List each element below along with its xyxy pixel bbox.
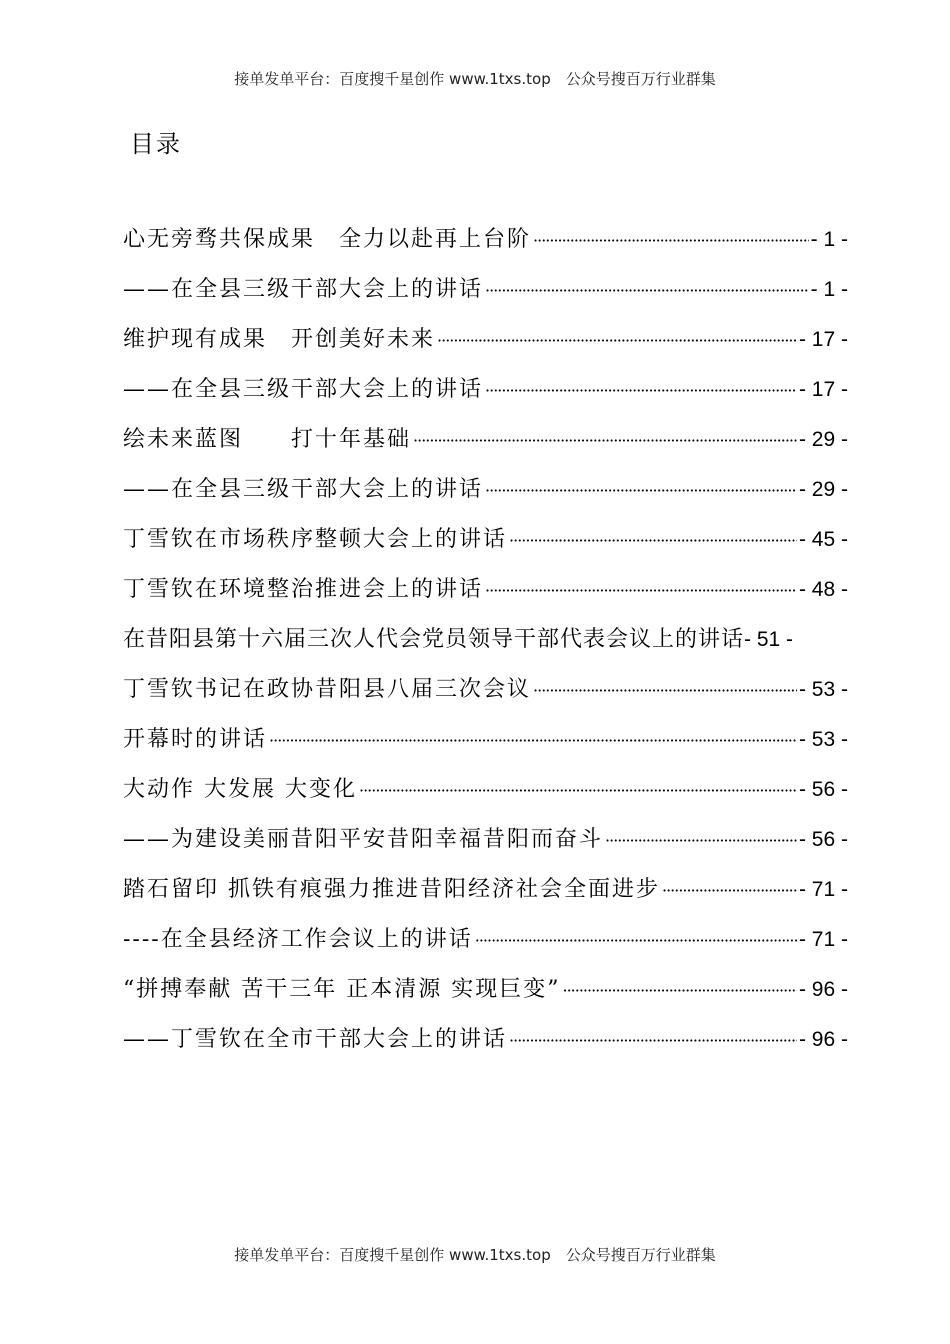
toc-dot-leader [485,381,797,400]
toc-entry-title: ——在全县三级干部大会上的讲话 [123,277,484,302]
toc-entry-title: “拼搏奉献 苦干三年 正本清源 实现巨变” [123,977,561,1002]
toc-dot-leader [533,231,809,250]
toc-entry-title: ----在全县经济工作会议上的讲话 [123,927,473,952]
toc-entry[interactable] [123,622,865,672]
toc-entry-title: ——为建设美丽昔阳平安昔阳幸福昔阳而奋斗 [123,827,604,852]
toc-entry-title: ——在全县三级干部大会上的讲话 [123,477,484,502]
toc-entry[interactable] [123,522,848,572]
toc-dot-leader [533,681,797,700]
toc-entry-title: 心无旁骛共保成果 全力以赴再上台阶 [123,227,532,252]
toc-dot-leader [509,531,797,550]
toc-entry-title: 绘未来蓝图 打十年基础 [123,427,412,452]
toc-dot-leader [509,1031,797,1050]
toc-page-number: - 17 - [798,328,848,351]
page-header: 接单发单平台：百度搜千星创作 www.1txs.top 公众号搜百万行业群集 [234,70,716,88]
toc-dot-leader [437,331,797,350]
toc-page-number: - 71 - [798,928,848,951]
toc-page-number: - 29 - [798,478,848,501]
toc-page-number: - 29 - [798,428,848,451]
toc-entry-title: 维护现有成果 开创美好未来 [123,327,436,352]
toc-entry[interactable] [123,372,848,422]
toc-entry-title: 踏石留印 抓铁有痕强力推进昔阳经济社会全面进步 [123,877,660,902]
toc-title: 目录 [130,130,182,158]
toc-entry-title: 在昔阳县第十六届三次人代会党员领导干部代表会议上的讲话 [123,627,745,652]
toc-page-number: - 17 - [798,378,848,401]
toc-page-number: - 48 - [798,578,848,601]
toc-entry-title: ——在全县三级干部大会上的讲话 [123,377,484,402]
toc-entry[interactable] [123,672,848,722]
toc-entry-title: ——丁雪钦在全市干部大会上的讲话 [123,1027,508,1052]
toc-page-number: - 1 - [810,278,848,301]
toc-dot-leader [413,431,797,450]
toc-page-number: - 56 - [798,828,848,851]
toc-list [123,222,848,1072]
toc-dot-leader [269,731,797,750]
toc-dot-leader [485,481,797,500]
toc-entry-title: 丁雪钦书记在政协昔阳县八届三次会议 [123,677,532,702]
toc-entry[interactable] [123,872,848,922]
toc-entry-title: 丁雪钦在环境整治推进会上的讲话 [123,577,484,602]
toc-entry[interactable] [123,822,848,872]
toc-entry[interactable] [123,1022,848,1072]
toc-entry-title: 开幕时的讲话 [123,727,268,752]
toc-entry[interactable] [123,272,848,322]
toc-page-number: - 45 - [798,528,848,551]
toc-entry-title: 大动作 大发展 大变化 [123,777,357,802]
toc-page-number: - 71 - [798,878,848,901]
toc-entry[interactable] [123,422,848,472]
toc-page-number: - 96 - [798,978,848,1001]
toc-page-number: - 51 - [744,628,794,651]
toc-entry[interactable] [123,722,848,772]
toc-entry[interactable] [123,322,848,372]
toc-dot-leader [359,781,797,800]
toc-entry[interactable] [123,472,848,522]
toc-entry-title: 丁雪钦在市场秩序整顿大会上的讲话 [123,527,508,552]
toc-dot-leader [485,281,809,300]
toc-dot-leader [475,931,797,950]
toc-page-number: - 96 - [798,1028,848,1051]
toc-entry[interactable] [123,572,848,622]
page-footer: 接单发单平台：百度搜千星创作 www.1txs.top 公众号搜百万行业群集 [234,1246,716,1264]
toc-page-number: - 56 - [798,778,848,801]
toc-entry[interactable] [123,922,848,972]
toc-page-number: - 1 - [810,228,848,251]
toc-entry[interactable] [123,772,848,822]
toc-dot-leader [662,881,797,900]
toc-entry[interactable] [123,222,848,272]
toc-dot-leader [485,581,797,600]
toc-dot-leader [562,981,797,1000]
toc-page-number: - 53 - [798,678,848,701]
toc-dot-leader [605,831,797,850]
toc-entry[interactable] [123,972,848,1022]
toc-page-number: - 53 - [798,728,848,751]
